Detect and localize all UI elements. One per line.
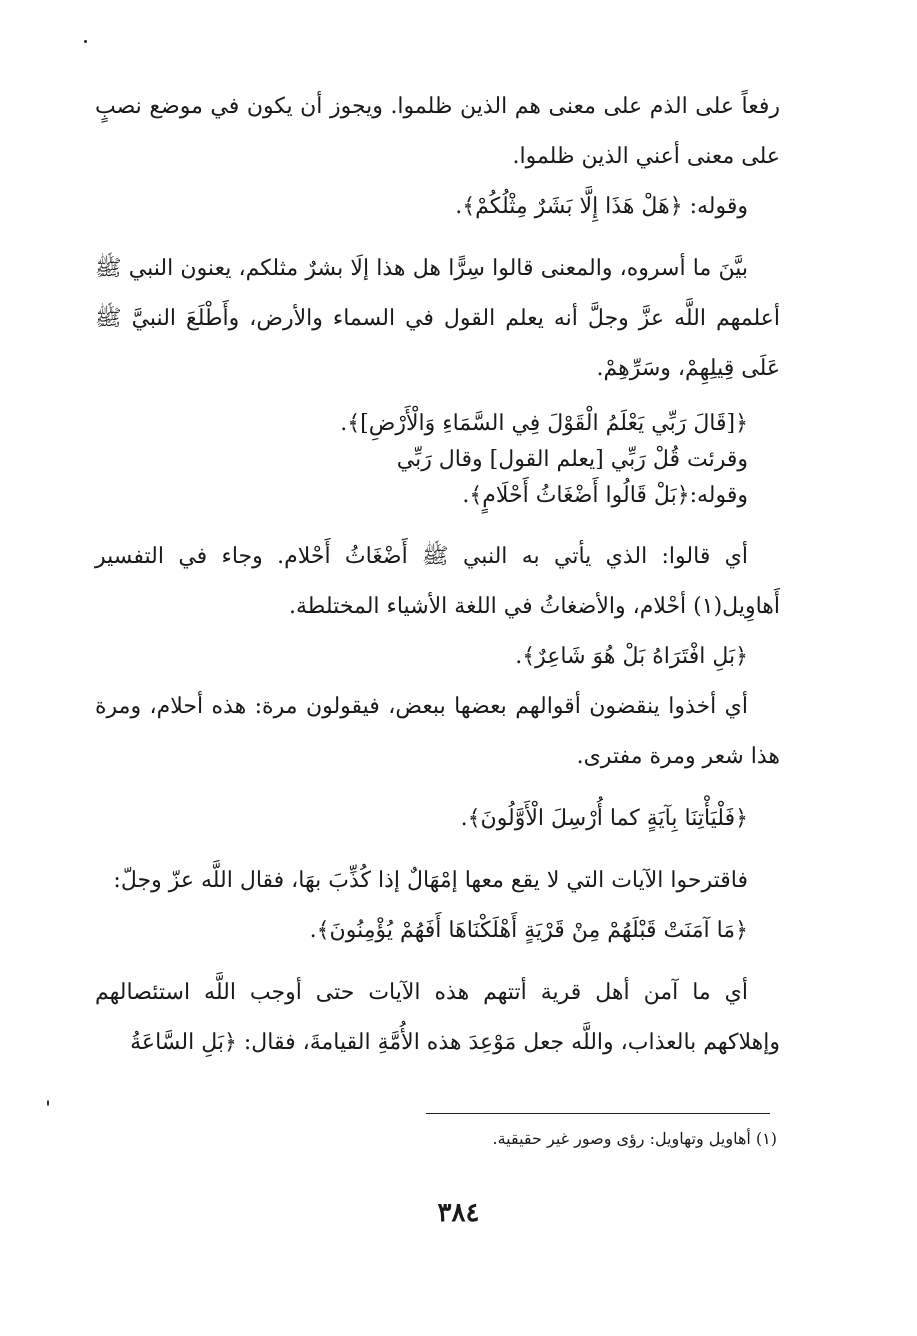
paragraph: أي أخذوا ينقضون أقوالهم بعضها ببعض، فيقولون مرة: هذه أحلام، ومرة هذا شعر ومرة مفترى. (95, 694, 780, 769)
paragraph: بيَّنَ ما أسروه، والمعنى قالوا سِرًّا هل هذا إلَا بشرٌ مثلكم، يعنون النبي ﷺ أعلمهم اللَّه عزَّ وجلَّ أنه يعلم القول في السماء والأرض، وأَطْلَعَ النبيَّ ﷺ عَلَى قِيلِهِمْ، وسَرِّهِمْ. (95, 256, 780, 381)
footnote: (١) أهاويل وتهاويل: رؤى وصور غير حقيقية. (492, 1129, 777, 1148)
main-text (95, 82, 780, 1068)
quran-quote: ﴿بَلِ افْتَرَاهُ بَلْ هُوَ شَاعِرٌ﴾. (515, 644, 748, 669)
footnote-divider (426, 1113, 770, 1114)
quran-quote: وقوله:﴿بَلْ قَالُوا أَضْغَاثُ أَحْلَامٍ﴾. (462, 483, 748, 508)
scan-speck (47, 1100, 49, 1106)
page-number: ٣٨٤ (437, 1198, 480, 1228)
paragraph: فاقترحوا الآيات التي لا يقع معها إمْهَالٌ إذا كُذِّبَ بهَا، فقال اللَّه عزّ وجلّ: (113, 868, 748, 893)
paragraph: أي قالوا: الذي يأتي به النبي ﷺ أَضْغَاثُ أَحْلام. وجاء في التفسير أَهاوِيل(١) أحْلام، والأضغاثُ في اللغة الأشياء المختلطة. (95, 544, 780, 619)
quran-quote: ﴿مَا آمَنَتْ قَبْلَهُمْ مِنْ قَرْيَةٍ أَهْلَكْنَاهَا أَفَهُمْ يُؤْمِنُونَ﴾. (309, 918, 748, 943)
quran-quote: وقوله: ﴿هَلْ هَذَا إِلَّا بَشَرٌ مِثْلُكُمْ﴾. (455, 194, 748, 219)
paragraph: رفعاً على الذم على معنى هم الذين ظلموا. ويجوز أن يكون في موضع نصبٍ على معنى أعني الذين ظلموا. (95, 94, 780, 169)
quran-quote: ﴿[قَالَ رَبِّي يَعْلَمُ الْقَوْلَ فِي السَّمَاءِ وَالْأَرْضِ]﴾. (340, 411, 748, 436)
scan-speck (84, 40, 87, 43)
paragraph: أي ما آمن أهل قرية أتتهم هذه الآيات حتى أوجب اللَّه استئصالهم وإهلاكهم بالعذاب، واللَّه جعل مَوْعِدَ هذه الأُمَّةِ القيامةَ، فقال: ﴿بَلِ السَّاعَةُ (95, 980, 780, 1055)
quran-quote: ﴿فَلْيَأْتِنَا بِآيَةٍ كما أُرْسِلَ الْأَوَّلُونَ﴾. (460, 806, 748, 831)
reading-note: وقرئت قُلْ رَبِّي [يعلم القول] وقال رَبِّي (396, 447, 748, 472)
